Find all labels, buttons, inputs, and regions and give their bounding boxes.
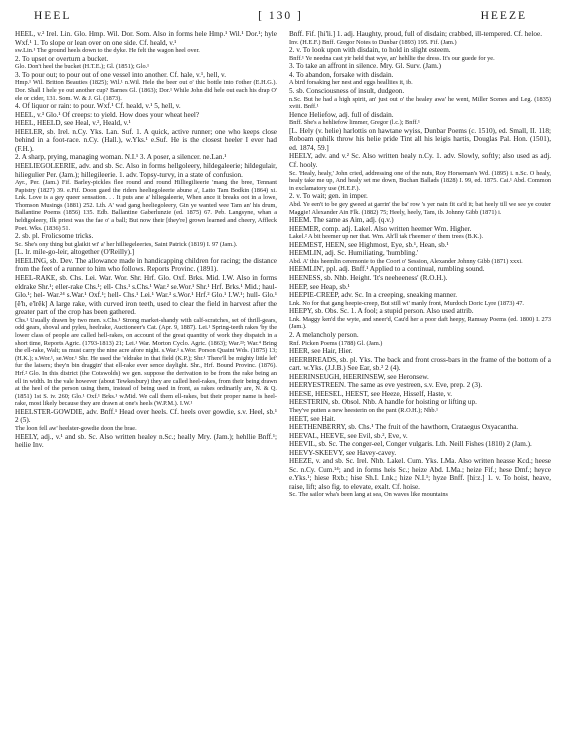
citation-paragraph: Rnf. Picken Poems (1788) Gl. (Jam.) [289,339,383,347]
citation-paragraph: Sc. The sailor wha's been lang at sea, On waves like mountains [289,491,448,499]
entry-paragraph: HEERINSEUGH, HEERINSEW, see Heronsew. [289,372,429,381]
entry-paragraph: HEER, see Hair, Hier. [289,347,353,356]
citation-paragraph: Inv. (H.E.F.) Bnff. Gregor Notes to Dunbar (1893) 195. Fif. (Jam.) [289,38,457,46]
entry-paragraph: HEEP, see Heap, sb.¹ [289,282,350,291]
citation-paragraph: Lakel.² A bit heemer up ner that. Wm. Ah'll tak t'heemer o' them trees (B.K.). [289,233,484,241]
entry-paragraph: 3. To take an affront in silence. Mry. Gl. Surv. (Jam.) [289,62,441,71]
citation-paragraph: sw.Lin.¹ The ground heels down to the dyke. He felt the wagon heel over. [15,47,200,55]
citation-paragraph: n.Sc. But he had a high spirit, an' just out o' the healey awa' he went, Miller Scenes and Leg. (1835) xviii. Bnff.¹ [289,95,551,111]
entry-paragraph: HEEL-RAKE, sb. Chs. Lei. War. Wor. Shr. Hrf. Glo. Oxf. Brks. Mid. I.W. Also in forms eldrake Shr.¹; eller-rake Chs.¹; ell- Chs.¹ s.Chs.¹ War.² se.Wor.¹ Shr.¹ Hrf. Brks.¹ Mid.; haul- Glo.¹; hel- War.²⁴ s.War.¹ Oxf.¹; hell- Chs.¹ Lei.¹ War.³ s.Wor.¹ Hrf.² Glo.¹ I.W.¹; hull- Glo.¹ [ĕ'h, e'lrĕk] A large rake, with curved iron teeth, used to clear the field in harvest after the greater part of the crop has been gathered. [15,274,277,317]
entry-paragraph: HEELER, sb. Irel. n.Cy. Yks. Lan. Suf. 1. A quick, active runner; one who keeps close behind in a foot-race. n.Cy. (Hall.), w.Yks.¹ e.Suf. He is the closest heeler I ever had (F.H.). [15,127,277,153]
entry-paragraph: HEERYESTREEN. The same as eve yestreen, s.v. Eve, prep. 2 (3). [289,381,483,390]
entry-paragraph: [L. lr. mile-go-leir, altogether (O'Reilly).] [15,248,135,257]
entry-paragraph: HEEPY, sb. Obs. Sc. 1. A fool; a stupid person. Also used attrib. [289,307,474,316]
entry-paragraph: 2. A melancholy person. [289,330,359,339]
entry-paragraph: HEELING, sb. Dev. The allowance made in handicapping children for racing; the distance from the feet of a runner to him who follows. Reports Provinc. (1891). [15,256,277,274]
entry-paragraph: 2. v. To look upon with disdain, to hold in slight esteem. [289,46,451,55]
entry-paragraph: [L. Hely (v. helie) harlottis on hawtane wyiss, Dunbar Poems (c. 1510), ed. Small, II. 118; Roboam quhilk throw his helie pride Tint all his leigis hartis, Douglas Pal. Hon. (1501), ed. 1874, 59.] [289,126,551,152]
entry-paragraph: Hence Heliefow, adj. full of disdain. [289,110,394,119]
citation-paragraph: Lnk. Maggy ken'd the wyte, and sneer'd, Cau'd her a poor daft heepy, Ramsay Poems (ed. 1800) I. 273 (Jam.). [289,315,551,331]
entry-paragraph: HEEPIE-CREEP, adv. Sc. In a creeping, sneaking manner. [289,291,457,300]
entry-paragraph: HEELSTER-GOWDIE, adv. Bnff.¹ Head over heels. Cf. heels over gowdie, s.v. Heel, sb.¹ 2 (5). [15,407,277,425]
citation-paragraph: Ayr., Per. (Jam.) Fif. Barley-pickles flee round and round Hilliegilieerie 'mang the bree, Tennant Papistry (1827) 39. e.Fif. Doon gaed the riders heeliegoleerie abune a', Latto Tam Bodkin (1864) xi. Lnk. Love is a gey queer sensation. . . It puts ane a' hiliegaleerie, When ance it breaks oot in a lowe, Thomson Musings (1881) 252. Lth. A' wad gang heeliegoleery, Gin ye wanted wee Tam an' his drum, Ballantine Poems (1856) 135. Edb. Ballantine Gaberlunzie (ed. 1875) 67. Peb. Langsyne, whan a heldigoleery, Ilk priest was the fae o' a ball; But now their [they're] grown learned and cheery, Affleck Poet. Wks. (1836) 51. [15,179,277,232]
entry-paragraph: HEENESS, sb. Nhb. Height. 'It's neeheeness' (R.O.H.). [289,274,448,283]
entry-paragraph: 4. To abandon, forsake with disdain. [289,70,394,79]
entry-paragraph: 2. To upset or overturn a bucket. [15,54,109,63]
entry-paragraph: 2. v. To wait; gen. in imper. [289,192,368,201]
entry-paragraph: HEEVY-SKEEVY, see Havey-cavey. [289,448,397,457]
entry-paragraph: 2. sb. pl. Frolicsome tricks. [15,232,94,241]
entry-paragraph: 5. sb. Consciousness of insult, dudgeon. [289,86,405,95]
entry-paragraph: HEELY, adj., v.¹ and sb. Sc. Also written healey n.Sc.; heally Mry. (Jam.); hehllie Bnff.¹; heilie Inv. [15,432,277,450]
entry-paragraph: HEET, see Hait. [289,414,336,423]
citation-paragraph: Bnff. She's a hehliefow limmer, Gregor (l.c.); Bnff.¹ [289,119,420,127]
entry-paragraph: HEEVAL, HEEVE, see Evil, sb.², Eve, v. [289,431,408,440]
entry-paragraph: HEESTERIN, sb. Obsol. Nhb. A handle for hoisting or lifting up. [289,398,477,407]
entry-paragraph: HEEZE, v. and sb. Sc. Irel. Nhb. Lakel. Cum. Yks. LMa. Also written heasse Kcd.; heese Sc. n.Cy. Cum.¹⁴; and in forms heis Sc.; heize Abd. LMa.; heize Fif.; hese Dmf.; heyce e.Yks.¹; hiese Rxb.; hise Sh.I. Lnk.; hize N.I.¹; hyze Bnff. [hi:z.] 1. v. To hoist, heave, raise, lift; also fig. to elevate, exalt. Cf. hoise. [289,457,551,491]
header-right-guideword: HEEZE [480,10,527,22]
entry-paragraph: HEEMLIN', ppl. adj. Bnff.¹ Applied to a continual, rumbling sound. [289,265,485,274]
citation-paragraph: Sc. 'Healy, healy,' John cried, addressing one of the nuts, Roy Horseman's Wd. (1895) i. n.Sc. O healy, healy take me up, And healy set me down, Buchan Ballads (1828) I. 99, ed. 1875. Cai.¹ Abd. Common in exclamatory use (H.E.F.). [289,169,551,192]
entry-paragraph: 2. A sharp, prying, managing woman. N.I.¹ 3. A poser, a silencer. ne.Lan.¹ [15,153,227,162]
entry-paragraph: HEEL, v.² Irel. Lin. Glo. Hmp. Wil. Dor. Som. Also in forms hele Hmp.¹ Wil.¹ Dor.¹; hyle Wxf.¹ 1. To slope or lean over on one side. Cf. heald, v.¹ [15,30,277,47]
citation-paragraph: Abd. A' this heemlin ceremonie to the Coort o' Session, Alexander Johnny Gibb (1871) xxxi. [289,257,523,265]
citation-paragraph: Bnff.¹ Ye needna cast yir held that wye, an' hehllie the dress. It's our guede for ye. [289,54,495,62]
entry-paragraph: HEELIEGOLEERIE, adv. and sb. Sc. Also in forms hellgoleery, hildegaleerie; hildegulair, hiliegulier Per. (Jam.); hillegileerie. 1. adv. Topsy-turvy, in a state of confusion. [15,161,277,179]
citation-paragraph: They've putten a new heesterin on the pant (R.O.H.); Nhb.¹ [289,406,439,414]
entry-paragraph: HEETHENBERRY, sb. Chs.¹ The fruit of the hawthorn, Crataegus Oxyacantha. [289,423,519,432]
citation-paragraph: Lnk. No for that gang heepie-creep, But still wi' manly front, Murdoch Doric Lyre (1873) 47. [289,299,524,307]
citation-paragraph: Sc. She's ony thing but glaikit wi' a' her hilliegeleeries, Saint Patrick (1819) I. 97 (Jam.). [15,240,238,248]
header-left-guideword: HEEL [34,10,72,22]
entry-paragraph: 3. To pour out; to pour out of one vessel into another. Cf. hale, v.¹, hell, v. [15,70,226,79]
citation-paragraph: Chs.¹ Usually drawn by two men. s.Chs.¹ Strong market-shandy with calf-scratches, set of thrill-gears, odd gears, shoval and pyleu, heelrake, Auctioneer's Cat. (Apr. 9, 1887). Lei.¹ Spring-teeth rakes 'by the lower class of people are called hell-rakes, on account of the great quantity of work they dispatch in a short time, Reports Agric. (1793-1813) 21; Lei.¹ War. Morton Cyclo. Agric. (1863); War.²³; War.⁴ Bring the ell-rake, Walt; us must carry the nine acre afore night. s.War.¹ s.Wor. Porson Quaint Wds. (1875) 13; (H.K.); s.Wor.¹, se.Wor.¹ Shr. He used the 'eldrake in that field (K.P.); Shr.¹ There'll be mighty little lef' fur the laisers; they'n bin draggin' that ell-rake ever sence daylight. Shr., Hrf. Bound Provinc. (1876). Hrf.² Glo. In this district (the Cotswolds) we gen. suppose the derivation to be from the rake being an ell in width. In the vale however (about Tewkesbury) they are called heel-rakes, from their being drawn at the heel of the person using them, instead of being used in front, as rakes ordinarily are, N. & Q. (1851) 1st S. iv. 260; Glo.¹ Oxf.¹ Brks.¹ w.Mid. We call them ell-rakes, but their proper name is heel-rake, most likely because they are drawn at one's heels (W.P.M.). I.W.¹ [15,316,277,408]
entry-paragraph: Bnff. Fif. [hi'li.] 1. adj. Haughty, proud, full of disdain; crabbed, ill-tempered. Cf. heloe. [289,30,543,38]
citation-paragraph: Hmp.¹ Wil. Britton Beauties (1825); Wil.¹ n.Wil. Hele the beer out o' thic bottle into t'other (E.H.G.). Dor. Shall I hele ye out another cup? Barnes Gl. (1863); Dor.¹ While John did hele out each his drap O' ele or cider, 131. Som. W. & J. Gl. (1873). [15,79,277,102]
entry-paragraph: HEEVIL, sb. Sc. The conger-eel, Conger vulgaris. Lth. Neill Fishes (1810) 2 (Jam.). [289,440,532,449]
citation-paragraph: Abd. Ye een't to be gey gweed at garrin' the ba' row 's yer nain fit ca'd it; bat heely till we see ye couter Maggie! Alexander Ain Flk. (1882) 75; Heely, heely, Tam, ib. Johnny Gibb (1871) i. [289,200,551,216]
entry-paragraph: HEEL, v.³ Glo.¹ Of creeps: to yield. How does your wheat heel? [15,110,200,119]
entry-paragraph: HEEMEST, HEEN, see Highmost, Eye, sb.¹, Hean, sb.¹ [289,240,449,249]
citation-paragraph: A bird forsaking her nest and eggs healliies it, ib. [289,79,413,87]
citation-paragraph: Glo. Don't heel the bucket (H.T.E.); Gl. (1851); Glo.¹ [15,63,150,71]
entry-paragraph: HEELY, adv. and v.² Sc. Also written healy n.Cy. 1. adv. Slowly, softly; also used as adj. Cf. hooly. [289,152,551,170]
entry-paragraph: HEEMER, comp. adj. Lakel. Also written heemer Wm. Higher. [289,224,472,233]
entry-paragraph: HEEL, HEELD, see Heal, v.², Heald, v.¹ [15,119,131,128]
entry-paragraph: HEEMLIN, adj. Sc. Humiliating, 'humbling.' [289,249,419,258]
left-column [15,30,277,450]
citation-paragraph: The loon fell aw' heelster-gowdie doon the brae. [15,424,137,432]
page-number: [ 130 ] [258,10,303,22]
right-column [289,30,551,499]
entry-paragraph: HEEM. The same as Aim, adj. (q.v.) [289,216,394,225]
page-header [16,10,545,26]
entry-paragraph: 4. Of liquor or rain: to pour. Wxf.¹ Cf. heald, v.¹ 5, hell, v. [15,102,181,111]
entry-paragraph: HEESE, HEESEL, HEEST, see Heeze, Hisself, Haste, v. [289,389,453,398]
entry-paragraph: HEERBREADS, sb. pl. Yks. The back and front cross-bars in the frame of the bottom of a cart. w.Yks. (J.J.B.) See Ear, sb.² 2 (4). [289,355,551,373]
